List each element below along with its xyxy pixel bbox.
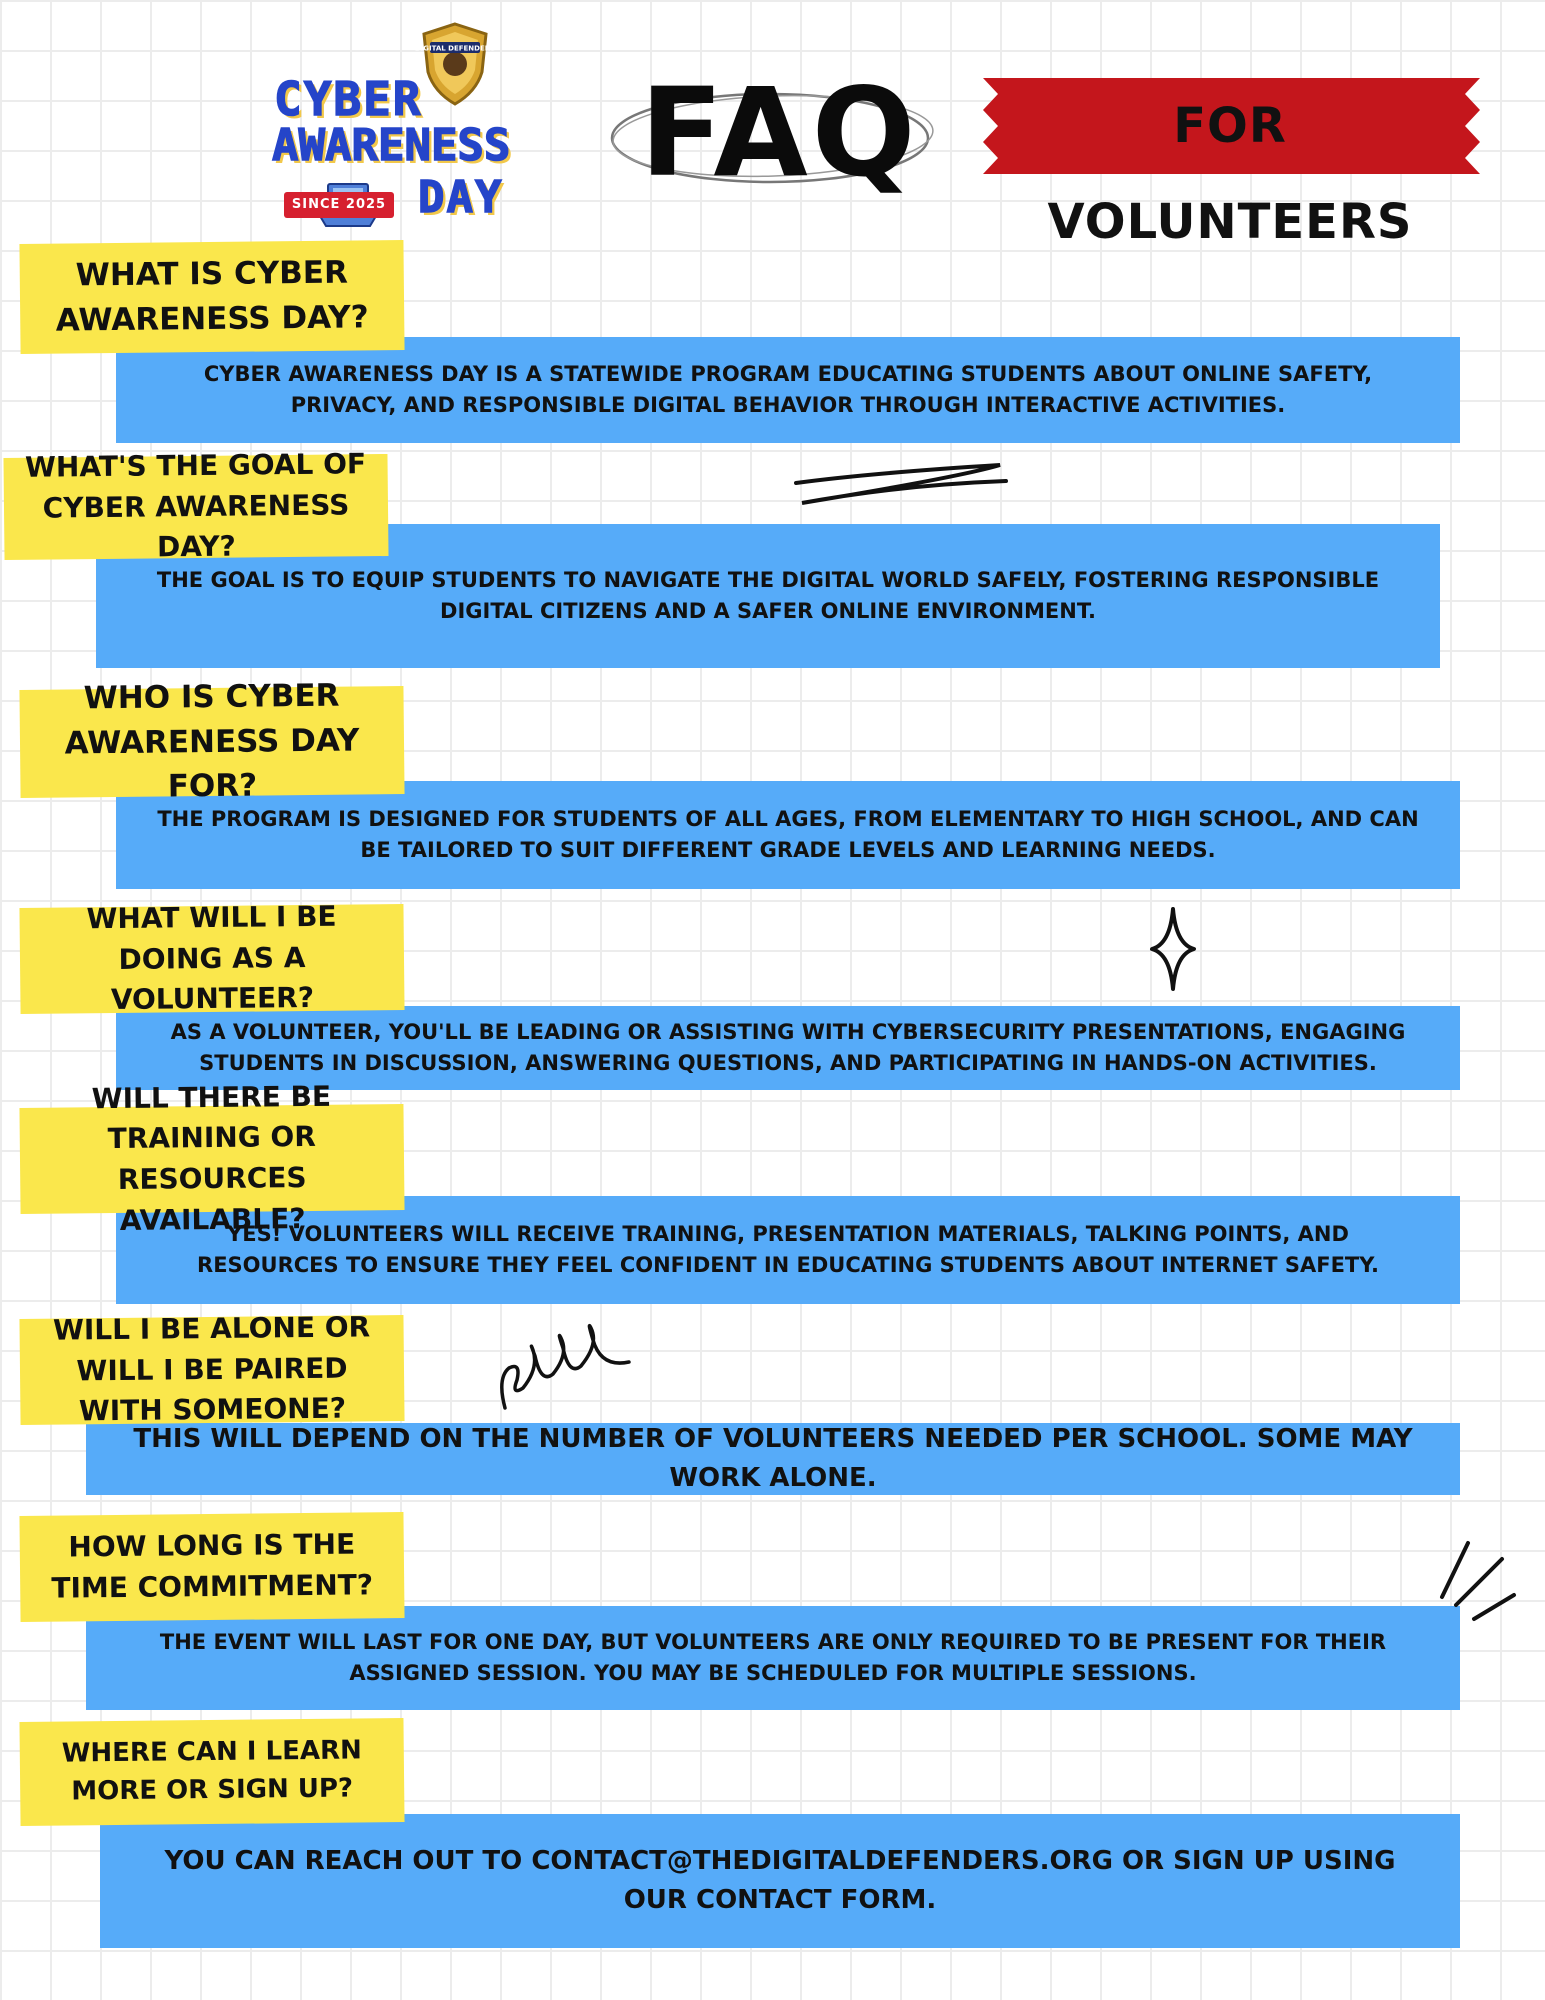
faq-question-2 <box>3 447 388 564</box>
faq-question-1 <box>19 240 404 354</box>
logo-line-awareness: AWARENESS <box>272 120 511 171</box>
logo-line-day: DAY <box>418 172 504 223</box>
faq-answer-text: THE EVENT WILL LAST FOR ONE DAY, BUT VOLUNTEERS ARE ONLY REQUIRED TO BE PRESENT FOR THEIR ASSIGNED SESSION. YOU MAY BE SCHEDULED FOR MULTIPLE SESSIONS. <box>159 1629 1387 1685</box>
faq-question-8 <box>19 1718 404 1826</box>
page-title: FAQ <box>640 62 920 204</box>
faq-question-7 <box>19 1512 404 1622</box>
faq-question-text: WHAT'S THE GOAL OF CYBER AWARENESS DAY? <box>24 447 367 564</box>
faq-question-6 <box>19 1310 404 1428</box>
faq-answer-text: CYBER AWARENESS DAY IS A STATEWIDE PROGRAM EDUCATING STUDENTS ABOUT ONLINE SAFETY, PRIVACY, AND RESPONSIBLE DIGITAL BEHAVIOR THROUGH INTERACTIVE ACTIVITIES. <box>203 361 1373 417</box>
faq-question-text: WILL I BE ALONE OR WILL I BE PAIRED WITH SOMEONE? <box>52 1310 371 1428</box>
scribble-line-doodle <box>790 455 1010 510</box>
cyber-awareness-day-logo <box>270 20 530 223</box>
faq-answer-text: YES! VOLUNTEERS WILL RECEIVE TRAINING, PRESENTATION MATERIALS, TALKING POINTS, AND RESOURCES TO ENSURE THEY FEEL CONFIDENT IN EDUCATING STUDENTS ABOUT INTERNET SAFETY. <box>197 1221 1379 1277</box>
volunteers-banner: FOR VOLUNTEERS <box>1047 98 1413 250</box>
faq-answer-text: THE PROGRAM IS DESIGNED FOR STUDENTS OF ALL AGES, FROM ELEMENTARY TO HIGH SCHOOL, AND CAN BE TAILORED TO SUIT DIFFERENT GRADE LEVELS AND LEARNING NEEDS. <box>157 806 1419 862</box>
faq-question-text: WHERE CAN I LEARN MORE OR SIGN UP? <box>61 1735 362 1807</box>
faq-answer-8 <box>100 1814 1460 1948</box>
logo-line-cyber: CYBER <box>274 72 423 126</box>
faq-answer-7 <box>86 1606 1460 1710</box>
since-badge: SINCE 2025 <box>284 192 394 218</box>
faq-question-text: WILL THERE BE TRAINING OR RESOURCES AVAILABLE? <box>91 1079 332 1237</box>
faq-question-text: HOW LONG IS THE TIME COMMITMENT? <box>51 1527 374 1605</box>
faq-question-text: WHAT WILL I BE DOING AS A VOLUNTEER? <box>86 899 337 1017</box>
faq-question-text: WHAT IS CYBER AWARENESS DAY? <box>55 254 369 339</box>
sparkle-icon <box>1148 906 1198 992</box>
faq-question-4 <box>19 899 404 1017</box>
faq-answer-text: YOU CAN REACH OUT TO CONTACT@THEDIGITALDEFENDERS.ORG OR SIGN UP USING OUR CONTACT FORM. <box>164 1846 1396 1915</box>
faq-answer-text: THE GOAL IS TO EQUIP STUDENTS TO NAVIGATE THE DIGITAL WORLD SAFELY, FOSTERING RESPONSIBLE DIGITAL CITIZENS AND A SAFER ONLINE ENVIRONMENT. <box>156 567 1380 623</box>
faq-question-5 <box>19 1079 404 1237</box>
burst-lines-doodle <box>1430 1535 1520 1625</box>
faq-answer-text: AS A VOLUNTEER, YOU'LL BE LEADING OR ASSISTING WITH CYBERSECURITY PRESENTATIONS, ENGAGING STUDENTS IN DISCUSSION, ANSWERING QUESTIONS, AND PARTICIPATING IN HANDS-ON ACTIVITIES. <box>170 1019 1406 1075</box>
faq-answer-1 <box>116 337 1460 443</box>
faq-question-3 <box>19 677 404 805</box>
loop-scribble-doodle <box>495 1318 635 1414</box>
shield-text: DIGITAL DEFENDERS <box>414 44 496 53</box>
faq-answer-6 <box>86 1423 1460 1495</box>
shield-icon <box>414 22 496 106</box>
faq-question-text: WHO IS CYBER AWARENESS DAY FOR? <box>64 677 360 805</box>
faq-answer-text: THIS WILL DEPEND ON THE NUMBER OF VOLUNTEERS NEEDED PER SCHOOL. SOME MAY WORK ALONE. <box>133 1424 1413 1493</box>
